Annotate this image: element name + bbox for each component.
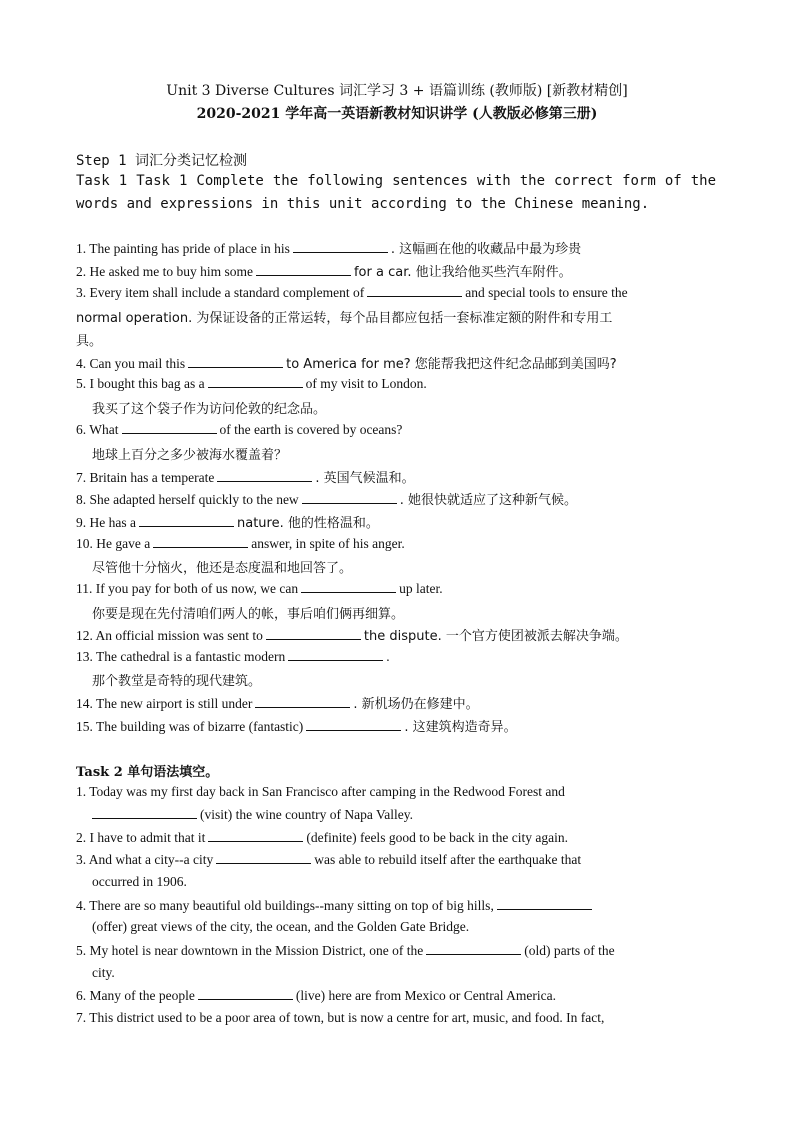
task1-q14: 14. The new airport is still under . 新机场仍在修建中。 [76, 696, 479, 712]
task2-q7: 7. This district used to be a poor area of town, but is now a centre for art, music, and food. In fact, [76, 1010, 605, 1025]
answer-blank[interactable] [288, 648, 383, 661]
task1-intro: Task 1 Task 1 Complete the following sentences with the correct form of the words and expressions in this unit according to the Chinese meaning. [76, 173, 716, 212]
answer-blank[interactable] [217, 469, 312, 482]
answer-blank[interactable] [92, 806, 197, 819]
task1-q3-cont: normal operation. 为保证设备的正常运转，每个品目都应包括一套标准定额的附件和专用工 [76, 311, 613, 326]
task2-q3-cont: occurred in 1906. [92, 874, 187, 889]
task1-q3: 3. Every item shall include a standard complement of and special tools to ensure the [76, 285, 628, 300]
task1-q10-translation: 尽管他十分恼火，他还是态度温和地回答了。 [92, 561, 353, 576]
task1-q13-translation: 那个教堂是奇特的现代建筑。 [92, 674, 262, 689]
answer-blank[interactable] [266, 627, 361, 640]
answer-blank[interactable] [255, 695, 350, 708]
task2-q4: 4. There are so many beautiful old buildings--many sitting on top of big hills, [76, 897, 595, 914]
answer-blank[interactable] [188, 355, 283, 368]
answer-blank[interactable] [302, 491, 397, 504]
answer-blank[interactable] [153, 535, 248, 548]
document-title-line1: Unit 3 Diverse Cultures 词汇学习 3 + 语篇训练 (教师版) [新教材精创] [166, 83, 628, 99]
answer-blank[interactable] [208, 375, 303, 388]
task2-heading: Task 2 单句语法填空。 [76, 765, 219, 780]
task2-q1-cont: (visit) the wine country of Napa Valley. [92, 806, 413, 823]
task2-q5: 5. My hotel is near downtown in the Mission District, one of the (old) parts of the [76, 943, 615, 958]
task2-q4-cont: (offer) great views of the city, the ocean, and the Golden Gate Bridge. [92, 919, 470, 934]
task1-q9: 9. He has a nature. 他的性格温和。 [76, 515, 379, 531]
answer-blank[interactable] [208, 829, 303, 842]
task1-q5-translation: 我买了这个袋子作为访问伦敦的纪念品。 [92, 402, 327, 417]
answer-blank[interactable] [293, 240, 388, 253]
task2-q6: 6. Many of the people (live) here are from Mexico or Central America. [76, 988, 556, 1003]
task2-q2: 2. I have to admit that it (definite) feels good to be back in the city again. [76, 830, 569, 845]
answer-blank[interactable] [301, 580, 396, 593]
answer-blank[interactable] [367, 284, 462, 297]
answer-blank[interactable] [256, 263, 351, 276]
task1-q11-translation: 你要是现在先付清咱们两人的帐，事后咱们俩再细算。 [92, 607, 405, 622]
task1-q12: 12. An official mission was sent to the dispute. 一个官方使团被派去解决争端。 [76, 628, 628, 644]
task1-q6: 6. What of the earth is covered by oceans? [76, 422, 403, 437]
answer-blank[interactable] [216, 851, 311, 864]
document-title-line2: 2020-2021 学年高一英语新教材知识讲学 (人教版必修第三册) [196, 106, 598, 122]
task1-q1: 1. The painting has pride of place in his . 这幅画在他的收藏品中最为珍贵 [76, 241, 582, 257]
task2-q3: 3. And what a city--a city was able to rebuild itself after the earthquake that [76, 852, 582, 867]
answer-blank[interactable] [426, 942, 521, 955]
task1-q7: 7. Britain has a temperate . 英国气候温和。 [76, 470, 415, 486]
task1-q10: 10. He gave a answer, in spite of his anger. [76, 536, 405, 551]
task1-q4: 4. Can you mail this to America for me? 您能帮我把这件纪念品邮到美国吗? [76, 356, 617, 372]
answer-blank[interactable] [198, 987, 293, 1000]
answer-blank[interactable] [306, 718, 401, 731]
task1-q11: 11. If you pay for both of us now, we can up later. [76, 581, 443, 596]
task1-q15: 15. The building was of bizarre (fantastic) . 这建筑构造奇异。 [76, 719, 517, 735]
task1-q8: 8. She adapted herself quickly to the new . 她很快就适应了这种新气候。 [76, 492, 577, 508]
task1-q3-end: 具。 [76, 334, 103, 349]
task2-q5-cont: city. [92, 965, 115, 980]
task1-q13: 13. The cathedral is a fantastic modern . [76, 649, 390, 664]
task1-q2: 2. He asked me to buy him some for a car. 他让我给他买些汽车附件。 [76, 264, 572, 280]
step1-heading: Step 1 词汇分类记忆检测 [76, 153, 248, 169]
answer-blank[interactable] [139, 514, 234, 527]
task1-q5: 5. I bought this bag as a of my visit to London. [76, 376, 427, 391]
task2-q1: 1. Today was my first day back in San Francisco after camping in the Redwood Forest and [76, 784, 565, 799]
answer-blank[interactable] [497, 897, 592, 910]
answer-blank[interactable] [122, 421, 217, 434]
task1-q6-translation: 地球上百分之多少被海水覆盖着？ [92, 448, 288, 463]
